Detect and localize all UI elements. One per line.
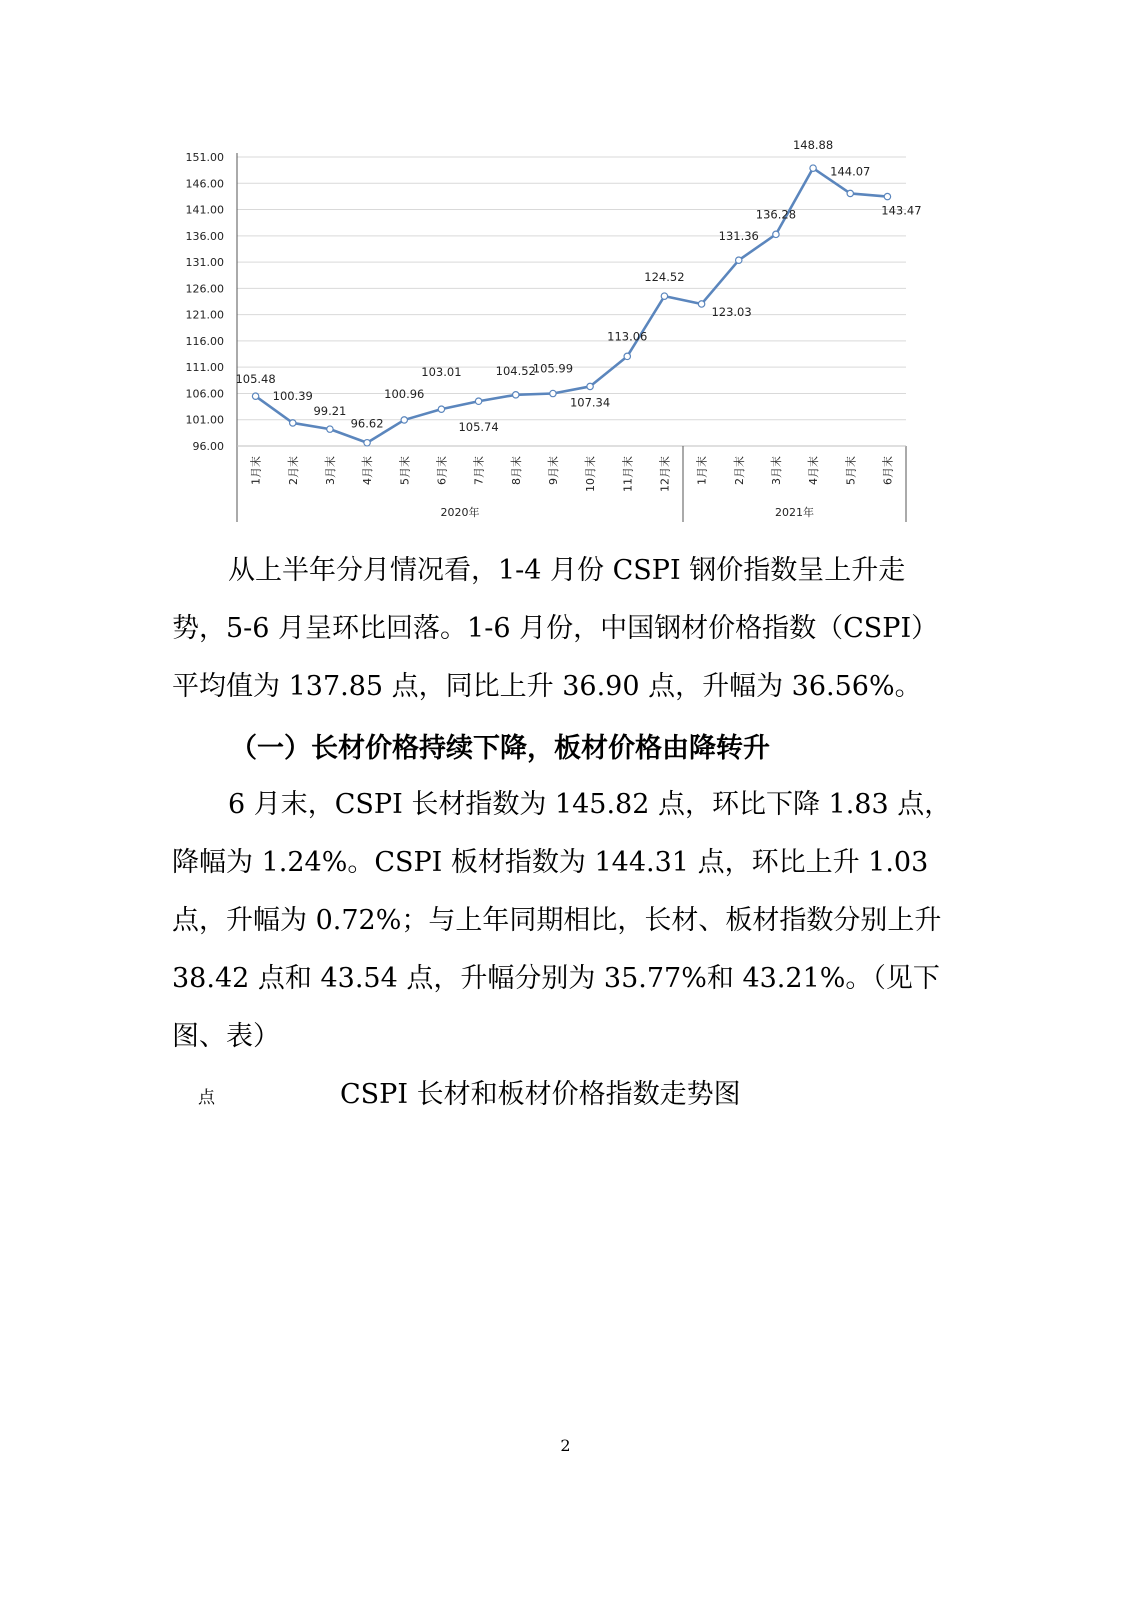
data-point <box>475 398 481 404</box>
data-point <box>401 417 407 423</box>
x-tick-label: 11月末 <box>621 456 635 492</box>
x-tick-label: 10月末 <box>584 456 598 492</box>
x-tick-label: 8月末 <box>509 456 523 485</box>
data-label: 136.28 <box>755 207 797 222</box>
x-tick-label: 1月末 <box>695 456 709 485</box>
data-point <box>290 420 296 426</box>
page-number: 2 <box>560 1436 571 1455</box>
data-point <box>587 383 593 389</box>
data-label: 105.48 <box>235 372 276 387</box>
y-tick-label: 151.00 <box>185 151 224 164</box>
x-group-label: 2021年 <box>775 506 814 519</box>
data-label: 144.07 <box>830 164 871 179</box>
data-label: 105.99 <box>532 361 574 376</box>
price-index-line-chart <box>0 0 1131 560</box>
y-tick-label: 131.00 <box>185 256 224 270</box>
y-tick-label: 126.00 <box>185 282 224 296</box>
y-tick-label: 106.00 <box>185 387 224 401</box>
x-tick-label: 5月末 <box>844 456 858 485</box>
data-label: 113.06 <box>607 329 648 344</box>
data-label: 124.52 <box>644 270 685 285</box>
x-group-label: 2020年 <box>440 506 480 519</box>
data-point <box>438 406 444 412</box>
figure-title: CSPI 长材和板材价格指数走势图 <box>340 1079 741 1110</box>
data-point <box>698 301 704 307</box>
data-point <box>624 353 630 359</box>
paragraph-monthly-trend: 从上半年分月情况看，1-4 月份 CSPI 钢价指数呈上升走势，5-6 月呈环比回落。1-6 月份，中国钢材价格指数（CSPI）平均值为 137.85 点，同比上升 36.90 点，升幅为 36.56%。 <box>172 555 939 702</box>
data-label: 100.39 <box>272 388 313 403</box>
data-label: 131.36 <box>718 229 759 244</box>
data-point <box>513 392 519 398</box>
x-tick-label: 5月末 <box>398 456 412 485</box>
data-label: 103.01 <box>421 365 462 380</box>
data-label: 148.88 <box>792 138 834 153</box>
data-point <box>884 193 890 199</box>
x-tick-label: 1月末 <box>249 456 263 485</box>
y-tick-label: 116.00 <box>185 334 224 348</box>
data-label: 107.34 <box>569 395 611 410</box>
data-label: 99.21 <box>313 404 347 419</box>
x-tick-label: 4月末 <box>361 456 375 485</box>
data-point <box>736 257 742 263</box>
x-tick-label: 7月末 <box>472 456 486 485</box>
paragraph-long-flat-index: 6 月末，CSPI 长材指数为 145.82 点，环比下降 1.83 点，降幅为 1.24%。CSPI 板材指数为 144.31 点，环比上升 1.03 点，升幅为 0.72%；与上年同期相比，长材、板材指数分别上升 38.42 点和 43.54 点，升幅分别为 35.77%和 43.21%。（见下图、表） <box>172 789 952 1052</box>
y-tick-label: 111.00 <box>185 361 224 375</box>
data-label: 105.74 <box>458 420 499 435</box>
x-tick-label: 12月末 <box>658 456 672 492</box>
section-heading: （一）长材价格持续下降，板材价格由降转升 <box>230 733 770 764</box>
x-tick-label: 9月末 <box>546 456 560 485</box>
x-tick-label: 4月末 <box>807 456 821 485</box>
data-label: 123.03 <box>711 304 752 319</box>
data-point <box>364 440 370 446</box>
y-tick-label: 136.00 <box>185 229 224 243</box>
data-point <box>661 293 667 299</box>
data-label: 143.47 <box>881 203 922 218</box>
data-point <box>550 390 556 396</box>
data-point <box>327 426 333 432</box>
x-tick-label: 2月末 <box>286 456 300 485</box>
x-tick-label: 2月末 <box>732 456 746 485</box>
x-tick-label: 3月末 <box>323 456 337 485</box>
x-tick-label: 6月末 <box>435 456 449 485</box>
data-point <box>847 190 853 196</box>
x-tick-label: 6月末 <box>881 456 895 485</box>
y-tick-label: 101.00 <box>185 413 224 427</box>
y-tick-label: 121.00 <box>185 308 224 322</box>
data-label: 96.62 <box>350 416 384 431</box>
chart-unit-label: 点 <box>198 1088 215 1108</box>
data-point <box>252 393 258 399</box>
x-tick-label: 3月末 <box>769 456 783 485</box>
data-label: 104.52 <box>495 363 536 378</box>
y-tick-label: 146.00 <box>185 177 224 191</box>
data-point <box>773 231 779 237</box>
data-label: 100.96 <box>384 386 425 401</box>
data-point <box>810 165 816 171</box>
y-tick-label: 141.00 <box>185 203 224 217</box>
y-tick-label: 96.00 <box>192 440 224 453</box>
